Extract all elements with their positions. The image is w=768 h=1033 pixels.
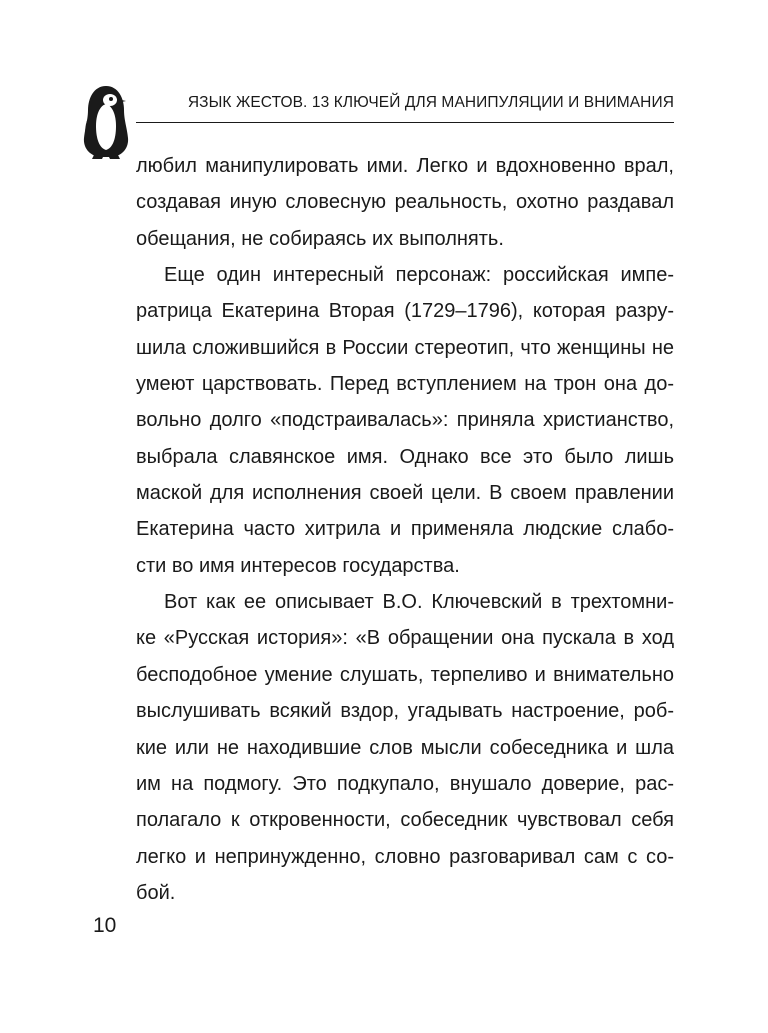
text-line: ке «Русская история»: «В обращении она пускала в ход: [136, 627, 674, 650]
text-line: ратрица Екатерина Вторая (1729–1796), которая разру-: [136, 300, 674, 323]
header-rule: [136, 122, 674, 123]
text-line: полагало к откровенности, собеседник чувствовал себя: [136, 809, 674, 832]
text-line: вольно долго «подстраивалась»: приняла христианство,: [136, 409, 674, 432]
text-line: выбрала славянское имя. Однако все это было лишь: [136, 445, 674, 468]
body-text: [136, 148, 674, 911]
text-line: сти во имя интересов государства.: [136, 554, 460, 577]
text-line: им на подмогу. Это подкупало, внушало доверие, рас-: [136, 772, 674, 795]
paragraph-first-line: Вот как ее описывает В.О. Ключевский в трехтомни-: [164, 591, 674, 614]
paragraph-first-line: Еще один интересный персонаж: российская импе-: [164, 264, 674, 287]
text-line: легко и непринужденно, словно разговаривал сам с со-: [136, 845, 674, 868]
running-header-title: ЯЗЫК ЖЕСТОВ. 13 КЛЮЧЕЙ ДЛЯ МАНИПУЛЯЦИИ И ВНИМАНИЯ: [187, 94, 674, 111]
text-line: бой.: [136, 881, 176, 904]
text-line: шила сложившийся в России стереотип, что женщины не: [136, 336, 674, 359]
text-line: создавая иную словесную реальность, охотно раздавал: [136, 191, 674, 214]
text-line: маской для исполнения своей цели. В своем правлении: [136, 482, 674, 505]
text-line: выслушивать всякий вздор, угадывать настроение, роб-: [136, 700, 674, 723]
text-line: бесподобное умение слушать, терпеливо и внимательно: [136, 663, 674, 686]
text-line: кие или не находившие слов мысли собеседника и шла: [136, 736, 674, 759]
penguin-icon: [80, 84, 132, 160]
text-line: любил манипулировать ими. Легко и вдохновенно врал,: [136, 155, 674, 177]
text-line: обещания, не собираясь их выполнять.: [136, 227, 504, 250]
text-line: Екатерина часто хитрила и применяла людские слабо-: [136, 518, 674, 541]
text-line: умеют царствовать. Перед вступлением на трон она до-: [136, 373, 674, 396]
page-number: 10: [93, 914, 117, 937]
